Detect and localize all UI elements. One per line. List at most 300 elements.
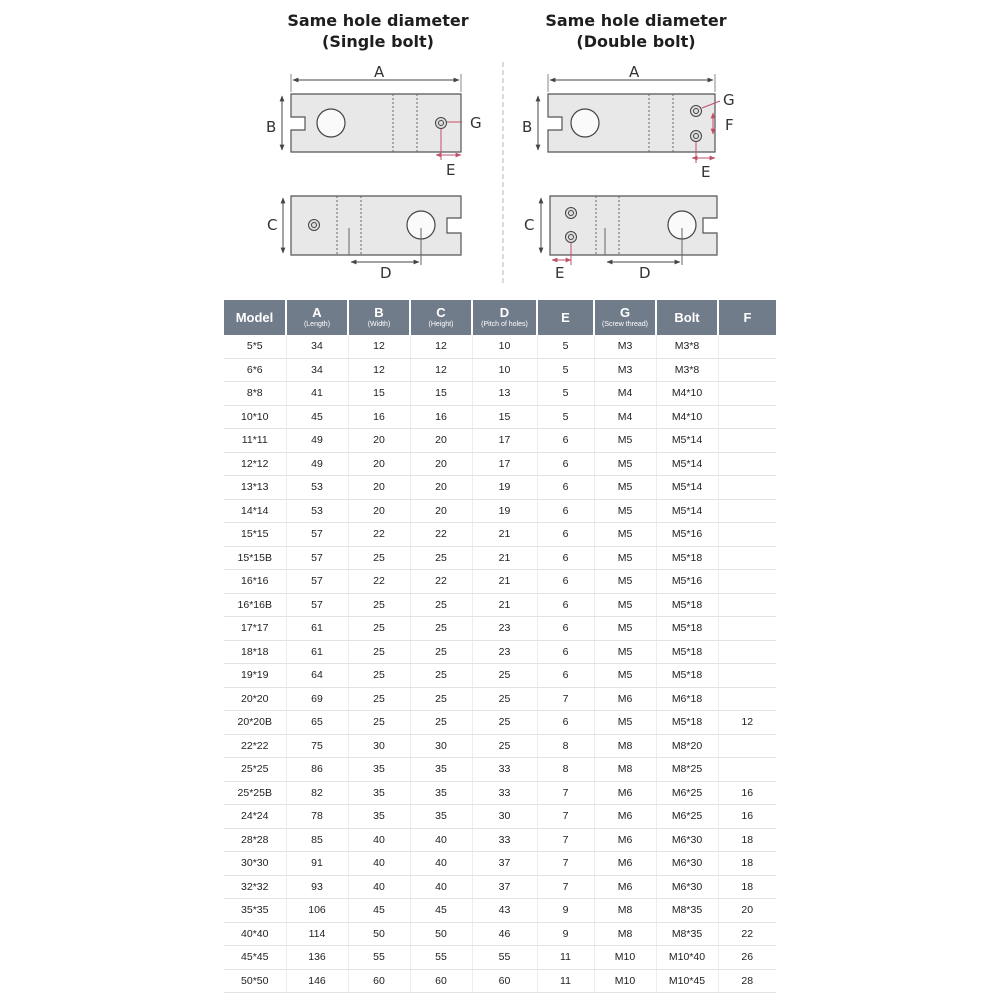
header-label: Model	[235, 309, 274, 325]
table-cell	[718, 476, 776, 500]
table-cell: 53	[286, 499, 348, 523]
table-cell: 55	[410, 946, 472, 970]
table-cell: M4	[594, 405, 656, 429]
table-cell: M6*25	[656, 805, 718, 829]
table-cell: M10	[594, 946, 656, 970]
double-label-c: C	[524, 216, 535, 234]
single-label-d: D	[380, 264, 392, 282]
table-cell: 16	[718, 781, 776, 805]
table-cell: 6*6	[224, 358, 286, 382]
table-cell: 37	[472, 875, 537, 899]
double-bolt-top-view	[548, 94, 715, 152]
table-cell: M8*35	[656, 899, 718, 923]
table-cell: 69	[286, 687, 348, 711]
table-cell: 14*14	[224, 499, 286, 523]
table-cell: 50	[410, 922, 472, 946]
table-cell: M8*35	[656, 922, 718, 946]
table-cell: 19	[472, 476, 537, 500]
table-cell: M6*25	[656, 781, 718, 805]
table-cell	[718, 593, 776, 617]
table-cell: 25	[472, 664, 537, 688]
table-header-row	[224, 300, 776, 335]
table-cell: M3	[594, 358, 656, 382]
table-cell: M3	[594, 335, 656, 358]
table-row	[224, 922, 776, 946]
table-cell: 25	[472, 734, 537, 758]
table-cell: 16	[718, 805, 776, 829]
table-cell: 20	[410, 499, 472, 523]
table-cell: 12	[410, 358, 472, 382]
table-row	[224, 476, 776, 500]
table-row	[224, 805, 776, 829]
table-cell: 35	[348, 758, 410, 782]
table-cell: 41	[286, 382, 348, 406]
table-cell: 13*13	[224, 476, 286, 500]
table-cell: 20*20	[224, 687, 286, 711]
table-cell	[718, 452, 776, 476]
table-cell: 22*22	[224, 734, 286, 758]
table-row	[224, 734, 776, 758]
table-cell: 6	[537, 570, 594, 594]
table-cell: 40	[410, 828, 472, 852]
table-cell: 25	[348, 687, 410, 711]
table-cell: M10*45	[656, 969, 718, 993]
table-cell: 5	[537, 358, 594, 382]
table-cell: M6	[594, 781, 656, 805]
table-cell: 57	[286, 546, 348, 570]
table-cell: 15*15	[224, 523, 286, 547]
table-cell: 114	[286, 922, 348, 946]
table-row	[224, 382, 776, 406]
table-cell: 50*50	[224, 969, 286, 993]
table-cell: M4	[594, 382, 656, 406]
table-cell: 21	[472, 523, 537, 547]
header-g	[594, 300, 656, 335]
table-row	[224, 875, 776, 899]
table-cell: M5	[594, 499, 656, 523]
table-row	[224, 758, 776, 782]
table-cell: M5	[594, 664, 656, 688]
clamp-diagrams	[0, 0, 1000, 300]
table-cell: 6	[537, 593, 594, 617]
table-cell: 22	[410, 523, 472, 547]
table-cell: 10	[472, 335, 537, 358]
table-cell: 19*19	[224, 664, 286, 688]
table-cell: 16	[348, 405, 410, 429]
table-cell: 16	[410, 405, 472, 429]
table-row	[224, 969, 776, 993]
header-sublabel: (Pitch of holes)	[481, 321, 528, 328]
table-cell: 25	[472, 687, 537, 711]
table-cell: M5*14	[656, 476, 718, 500]
table-cell: 25*25B	[224, 781, 286, 805]
table-cell: 6	[537, 617, 594, 641]
header-label: G	[619, 305, 631, 320]
table-cell: 20	[410, 429, 472, 453]
table-cell: 136	[286, 946, 348, 970]
header-e	[537, 300, 594, 335]
table-cell: 40	[410, 852, 472, 876]
table-cell: 15	[472, 405, 537, 429]
table-cell: 12*12	[224, 452, 286, 476]
single-bolt-side-view	[291, 196, 461, 265]
table-cell: 22	[718, 922, 776, 946]
header-bolt	[656, 300, 718, 335]
table-cell	[718, 758, 776, 782]
table-cell: 85	[286, 828, 348, 852]
table-cell: 45	[410, 899, 472, 923]
table-cell: M6*30	[656, 875, 718, 899]
double-label-f: F	[725, 116, 734, 134]
table-cell	[718, 687, 776, 711]
table-row	[224, 452, 776, 476]
table-cell: 11	[537, 946, 594, 970]
table-cell: 146	[286, 969, 348, 993]
table-row	[224, 852, 776, 876]
table-cell: 6	[537, 429, 594, 453]
table-cell: 25	[472, 711, 537, 735]
table-cell: 32*32	[224, 875, 286, 899]
table-row	[224, 946, 776, 970]
double-bolt-side-view	[550, 196, 717, 265]
table-cell: M5	[594, 476, 656, 500]
table-cell: M5*14	[656, 499, 718, 523]
table-cell: 11*11	[224, 429, 286, 453]
table-cell: M8	[594, 922, 656, 946]
table-cell: 7	[537, 828, 594, 852]
table-cell: 46	[472, 922, 537, 946]
table-cell: 25	[348, 711, 410, 735]
table-cell: 17*17	[224, 617, 286, 641]
table-cell: 21	[472, 593, 537, 617]
table-cell: M10*40	[656, 946, 718, 970]
table-cell: M4*10	[656, 405, 718, 429]
table-cell	[718, 546, 776, 570]
header-model	[224, 300, 286, 335]
table-cell: 12	[348, 358, 410, 382]
table-cell: 22	[410, 570, 472, 594]
single-bolt-title-line1: Same hole diameter	[287, 11, 469, 30]
table-cell: M3*8	[656, 358, 718, 382]
table-cell	[718, 405, 776, 429]
table-cell: M6*18	[656, 687, 718, 711]
table-cell: M8*20	[656, 734, 718, 758]
table-cell: 6	[537, 476, 594, 500]
table-cell	[718, 617, 776, 641]
table-cell: 30*30	[224, 852, 286, 876]
table-cell: 17	[472, 452, 537, 476]
table-cell: M5	[594, 593, 656, 617]
table-cell: 86	[286, 758, 348, 782]
header-label: A	[312, 305, 322, 320]
table-cell: 30	[410, 734, 472, 758]
double-label-e-bottom: E	[555, 264, 565, 282]
table-cell: 60	[472, 969, 537, 993]
table-cell: 45	[348, 899, 410, 923]
table-cell: 8*8	[224, 382, 286, 406]
table-cell: 25	[410, 687, 472, 711]
table-cell: 91	[286, 852, 348, 876]
table-cell: 78	[286, 805, 348, 829]
double-label-b: B	[522, 118, 533, 136]
table-cell: 25	[348, 593, 410, 617]
header-a	[286, 300, 348, 335]
table-row	[224, 429, 776, 453]
table-cell: 60	[410, 969, 472, 993]
table-cell: 43	[472, 899, 537, 923]
single-label-g: G	[470, 114, 482, 132]
table-cell: M4*10	[656, 382, 718, 406]
header-f	[718, 300, 776, 335]
table-cell: 57	[286, 570, 348, 594]
table-cell: M8	[594, 758, 656, 782]
table-cell: 20	[348, 452, 410, 476]
table-cell: 19	[472, 499, 537, 523]
table-cell	[718, 358, 776, 382]
table-row	[224, 711, 776, 735]
table-row	[224, 640, 776, 664]
table-cell: 25	[410, 711, 472, 735]
table-cell: M5*18	[656, 546, 718, 570]
table-cell: 25	[410, 640, 472, 664]
table-cell: 33	[472, 828, 537, 852]
table-row	[224, 687, 776, 711]
single-label-e: E	[446, 161, 456, 179]
table-cell: 7	[537, 687, 594, 711]
table-cell: 12	[718, 711, 776, 735]
table-cell: M6*30	[656, 852, 718, 876]
table-cell: 28	[718, 969, 776, 993]
table-cell: 18	[718, 852, 776, 876]
table-cell: M10	[594, 969, 656, 993]
table-cell: M5	[594, 617, 656, 641]
table-cell: 7	[537, 875, 594, 899]
table-cell: 64	[286, 664, 348, 688]
table-row	[224, 617, 776, 641]
table-cell: 33	[472, 781, 537, 805]
table-cell: 35*35	[224, 899, 286, 923]
table-cell: 35	[410, 781, 472, 805]
single-label-a: A	[374, 63, 385, 81]
table-row	[224, 523, 776, 547]
table-cell: 25	[410, 664, 472, 688]
table-cell: 9	[537, 922, 594, 946]
table-cell: 15	[348, 382, 410, 406]
table-cell: M3*8	[656, 335, 718, 358]
header-label: C	[436, 305, 446, 320]
table-cell: 30	[348, 734, 410, 758]
table-cell: M5*18	[656, 664, 718, 688]
table-cell: 12	[410, 335, 472, 358]
table-cell: 5	[537, 382, 594, 406]
table-cell: 65	[286, 711, 348, 735]
double-label-d: D	[639, 264, 651, 282]
table-cell: 20	[410, 476, 472, 500]
table-cell: 16*16	[224, 570, 286, 594]
table-cell: 25	[348, 617, 410, 641]
table-cell: 21	[472, 570, 537, 594]
table-row	[224, 781, 776, 805]
table-cell: 21	[472, 546, 537, 570]
double-label-e: E	[701, 163, 711, 181]
table-cell: 16*16B	[224, 593, 286, 617]
table-cell: M5	[594, 429, 656, 453]
header-c	[410, 300, 472, 335]
header-label: Bolt	[674, 309, 700, 325]
table-cell: 25	[410, 617, 472, 641]
table-row	[224, 570, 776, 594]
double-label-g: G	[723, 91, 735, 109]
table-cell: 26	[718, 946, 776, 970]
table-cell: M5*16	[656, 570, 718, 594]
table-cell: 55	[472, 946, 537, 970]
table-row	[224, 828, 776, 852]
table-cell: 40	[410, 875, 472, 899]
table-cell: 60	[348, 969, 410, 993]
table-cell: M5	[594, 523, 656, 547]
table-cell: 6	[537, 452, 594, 476]
table-cell: M5	[594, 546, 656, 570]
table-cell: 10	[472, 358, 537, 382]
table-cell: 15	[410, 382, 472, 406]
table-cell: 20	[410, 452, 472, 476]
table-cell: M6	[594, 875, 656, 899]
table-cell: 75	[286, 734, 348, 758]
table-cell: 6	[537, 664, 594, 688]
table-cell: 22	[348, 523, 410, 547]
table-cell: M6	[594, 828, 656, 852]
table-cell: 57	[286, 593, 348, 617]
table-cell: 53	[286, 476, 348, 500]
header-d	[472, 300, 537, 335]
table-cell: 25	[410, 546, 472, 570]
header-b	[348, 300, 410, 335]
table-cell: 22	[348, 570, 410, 594]
table-cell: 11	[537, 969, 594, 993]
table-cell: 6	[537, 640, 594, 664]
table-cell: M5	[594, 452, 656, 476]
table-cell: 5	[537, 335, 594, 358]
table-cell: 24*24	[224, 805, 286, 829]
table-cell: 82	[286, 781, 348, 805]
table-cell: 5	[537, 405, 594, 429]
table-cell: 23	[472, 640, 537, 664]
table-cell: 7	[537, 781, 594, 805]
table-cell: 25*25	[224, 758, 286, 782]
table-cell: 34	[286, 335, 348, 358]
table-cell: 20	[348, 476, 410, 500]
table-cell: 18	[718, 828, 776, 852]
header-sublabel: (Height)	[428, 321, 454, 328]
double-bolt-title-line1: Same hole diameter	[545, 11, 727, 30]
table-row	[224, 358, 776, 382]
table-cell: M5*18	[656, 593, 718, 617]
header-sublabel: (Width)	[367, 321, 391, 328]
table-cell: 7	[537, 805, 594, 829]
table-cell: 6	[537, 711, 594, 735]
table-cell: 20	[348, 499, 410, 523]
table-cell: 61	[286, 640, 348, 664]
table-cell: 9	[537, 899, 594, 923]
table-cell: 20	[718, 899, 776, 923]
table-cell: M5	[594, 640, 656, 664]
table-cell: 23	[472, 617, 537, 641]
table-cell: M6	[594, 687, 656, 711]
table-cell: 50	[348, 922, 410, 946]
header-label: B	[374, 305, 384, 320]
header-sublabel: (Screw thread)	[602, 321, 648, 328]
table-cell: 25	[348, 546, 410, 570]
table-cell: 45	[286, 405, 348, 429]
table-cell: M6	[594, 852, 656, 876]
table-cell: 25	[348, 664, 410, 688]
table-row	[224, 664, 776, 688]
table-cell: 10*10	[224, 405, 286, 429]
table-cell	[718, 499, 776, 523]
table-cell: M5*16	[656, 523, 718, 547]
table-cell: M5*18	[656, 711, 718, 735]
table-cell	[718, 429, 776, 453]
table-cell: 25	[348, 640, 410, 664]
table-cell: 6	[537, 499, 594, 523]
table-cell: 35	[410, 805, 472, 829]
single-label-b: B	[266, 118, 277, 136]
table-cell: M6*30	[656, 828, 718, 852]
table-cell: 12	[348, 335, 410, 358]
table-cell: 57	[286, 523, 348, 547]
table-cell: 17	[472, 429, 537, 453]
table-cell: 25	[410, 593, 472, 617]
table-cell: M5*14	[656, 429, 718, 453]
table-cell	[718, 523, 776, 547]
header-sublabel: (Length)	[303, 321, 331, 328]
table-cell: 37	[472, 852, 537, 876]
table-cell: 35	[410, 758, 472, 782]
table-cell	[718, 664, 776, 688]
table-cell: 40*40	[224, 922, 286, 946]
table-cell: M5*14	[656, 452, 718, 476]
table-cell: 40	[348, 852, 410, 876]
table-cell: 55	[348, 946, 410, 970]
table-cell: 35	[348, 805, 410, 829]
table-row	[224, 405, 776, 429]
table-cell	[718, 382, 776, 406]
table-cell: 61	[286, 617, 348, 641]
table-cell: 6	[537, 523, 594, 547]
table-cell: 8	[537, 734, 594, 758]
header-label: E	[561, 309, 570, 325]
table-cell: 20	[348, 429, 410, 453]
table-cell: 34	[286, 358, 348, 382]
table-row	[224, 899, 776, 923]
table-cell: 20*20B	[224, 711, 286, 735]
table-cell	[718, 335, 776, 358]
table-cell: M8	[594, 734, 656, 758]
table-cell: M5*18	[656, 617, 718, 641]
double-label-a: A	[629, 63, 640, 81]
single-bolt-top-view	[291, 94, 461, 152]
table-cell: M8	[594, 899, 656, 923]
double-bolt-title-line2: (Double bolt)	[576, 32, 696, 51]
table-cell: 18*18	[224, 640, 286, 664]
table-cell: 40	[348, 875, 410, 899]
table-cell: 18	[718, 875, 776, 899]
table-cell: M5*18	[656, 640, 718, 664]
table-cell: M6	[594, 805, 656, 829]
table-cell: 30	[472, 805, 537, 829]
table-cell	[718, 734, 776, 758]
table-cell: 6	[537, 546, 594, 570]
